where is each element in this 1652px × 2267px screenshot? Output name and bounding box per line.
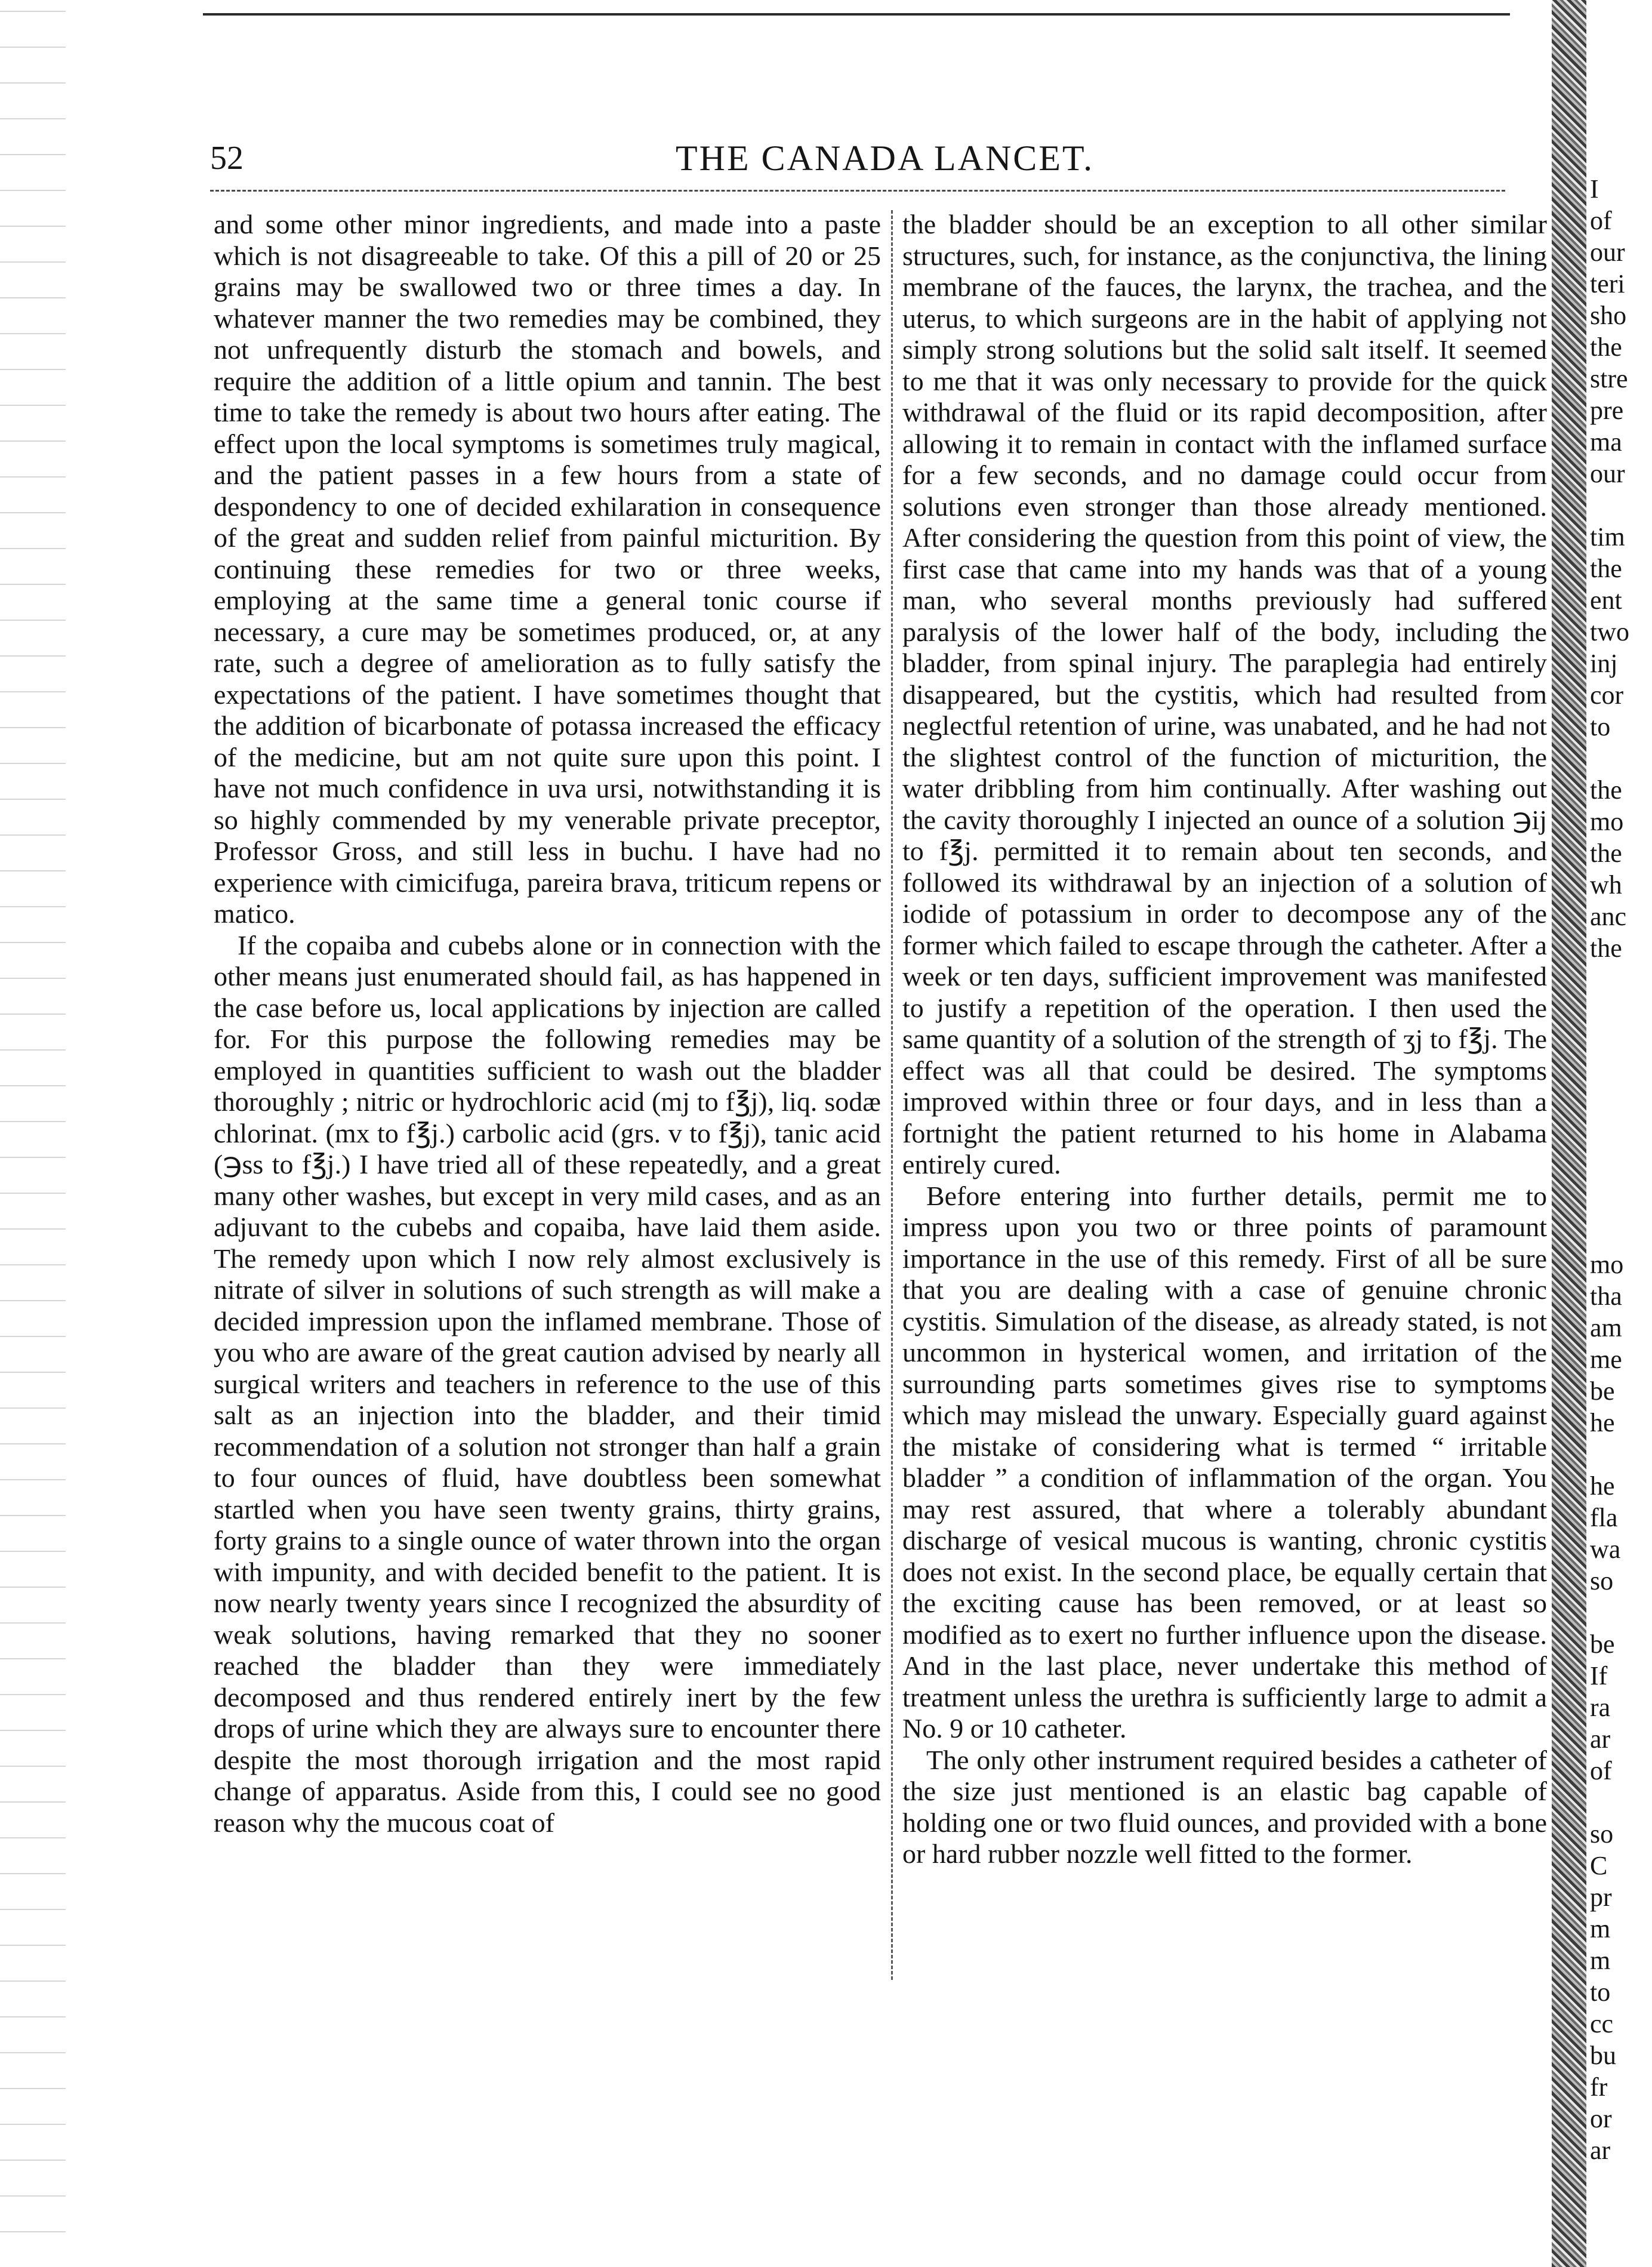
facing-page-fragment [1590,743,1652,774]
facing-page-fragment: anc [1590,902,1627,931]
top-border-rule [203,13,1510,16]
facing-page-fragment: so [1590,1566,1614,1595]
facing-page-fragment: he [1590,1471,1615,1501]
facing-page-fragment: be [1590,1376,1615,1406]
paragraph: Before entering into further details, permit me to impress upon you two or three points of paramount importance in the use of this remedy. First of all be sure that you are dealing with a case of genuine chronic cystitis. Simulation of the disease, as already stated, is not uncommon in hysterical women, and irritation of the surrounding parts sometimes gives rise to symptoms which may mislead the unwary. Especially guard against the mistake of considering what is termed “ irritable bladder ” a condition of inflammation of the organ. You may rest assured, that where a tolerably abundant discharge of vesical mucous is wanting, chronic cystitis does not exist. In the second place, be equally certain that the exciting cause has been removed, or at least so modified as to exert no further influence upon the disease. And in the last place, never undertake this method of treatment unless the urethra is sufficiently large to admit a No. 9 or 10 catheter. [902,1180,1547,1744]
right-text-column [902,209,1547,1870]
facing-page-fragment: If [1590,1661,1608,1690]
facing-page-fragment: ma [1590,427,1622,457]
paragraph: The only other instrument required besides a catheter of the size just mentioned is an elastic bag capable of holding one or two fluid ounces, and provided with a bone or hard rubber nozzle well fitted to the former. [902,1744,1547,1869]
facing-page-fragment [1590,996,1652,1027]
facing-page-fragment [1590,964,1652,996]
facing-page-fragment: tim [1590,522,1625,552]
facing-page-fragment: the [1590,775,1622,805]
facing-page-fragment: of [1590,206,1612,235]
facing-page-fragment: inj [1590,649,1618,678]
facing-page-fragment: wh [1590,870,1622,900]
facing-page-fragment: ent [1590,586,1622,615]
facing-page-fragment: sho [1590,301,1627,330]
facing-page-fragment: to [1590,1978,1611,2007]
page-number: 52 [210,140,244,177]
facing-page-fragment: stre [1590,364,1628,393]
facing-page-fragment [1590,1154,1652,1185]
facing-page-fragment: ra [1590,1693,1611,1722]
facing-page-fragment: be [1590,1630,1615,1659]
facing-page-fragment [1590,1122,1652,1154]
facing-page-fragment [1590,1091,1652,1122]
facing-page-fragment: mo [1590,807,1624,836]
facing-page-fragment [1590,1597,1652,1628]
facing-page-fragment: tha [1590,1282,1622,1311]
facing-page-fragment: or [1590,2104,1612,2133]
facing-page-fragment: me [1590,1345,1622,1374]
facing-page-fragment: m [1590,1914,1611,1943]
facing-page-fragment: bu [1590,2041,1616,2070]
facing-page-fragment: fla [1590,1503,1618,1532]
facing-page-fragment: I [1590,174,1599,204]
facing-page-fragment: pr [1590,1883,1612,1912]
page-header [210,137,1523,185]
facing-page-fragment: two [1590,617,1629,646]
facing-page-fragment [1590,1027,1652,1059]
paragraph: the bladder should be an exception to all other similar structures, such, for instance, as the conjunctiva, the lining membrane of the fauces, the larynx, the trachea, and the uterus, to which surgeons are in the habit of applying not simply strong solutions but the solid salt itself. It seemed to me that it was only necessary to provide for the quick withdrawal of the fluid or its rapid decomposition, after allowing it to remain in contact with the inflamed surface for a few seconds, and no damage could occur from solutions even stronger than those already mentioned. After considering the question from this point of view, the first case that came into my hands was that of a young man, who several months previously had suffered paralysis of the lower half of the body, including the bladder, from spinal injury. The paraplegia had entirely disappeared, but the cystitis, which had resulted from neglectful retention of urine, was unabated, and he had not the slightest control of the function of micturition, the water dribbling from him continually. After washing out the cavity thoroughly I injected an ounce of a solution ℈ij to f℥j. permitted it to remain about ten seconds, and followed its withdrawal by an injection of a solution of iodide of potassium in order to decompose any of the former which failed to escape through the catheter. After a week or ten days, sufficient improvement was manifested to justify a repetition of the operation. I then used the same quantity of a solution of the strength of ʒj to f℥j. The effect was all that could be desired. The symptoms improved within three or four days, and in less than a fortnight the patient returned to his home in Alabama entirely cured. [902,209,1547,1179]
header-divider-rule [210,190,1505,192]
facing-page-fragment [1590,1217,1652,1249]
binding-edge-marks [0,0,66,2267]
facing-page-fragment: m [1590,1946,1611,1975]
facing-page-fragment: ar [1590,1724,1611,1754]
facing-page-fragment: am [1590,1313,1622,1342]
facing-page-fragment: fr [1590,2072,1608,2102]
facing-page-fragment: the [1590,332,1622,362]
facing-page-fragment: our [1590,238,1625,267]
facing-page-fragment: ar [1590,2136,1611,2165]
facing-page-fragment: cc [1590,2009,1614,2038]
left-text-column [214,209,881,1838]
running-title: THE CANADA LANCET. [676,138,1095,178]
facing-page-fragment: our [1590,459,1625,488]
facing-page-fragment: the [1590,934,1622,963]
facing-page-fragment [1590,1185,1652,1217]
facing-page-fragment [1590,1059,1652,1091]
paragraph: and some other minor ingredients, and made into a paste which is not disagreeable to take. Of this a pill of 20 or 25 grains may be swallowed two or three times a day. In whatever manner the two remedies may be combined, they not unfrequently disturb the stomach and bowels, and require the addition of a little opium and tannin. The best time to take the remedy is about two hours after eating. The effect upon the local symptoms is sometimes truly magical, and the patient passes in a few hours from a state of despondency to one of decided exhilaration in consequence of the great and sudden relief from painful micturition. By continuing these remedies for two or three weeks, employing at the same time a general tonic course if necessary, a cure may be sometimes produced, or, at any rate, such a degree of amelioration as to fully satisfy the expectations of the patient. I have sometimes thought that the addition of bicarbonate of potassa increased the efficacy of the medicine, but am not quite sure upon this point. I have not much confidence in uva ursi, notwithstanding it is so highly commended by my venerable private preceptor, Professor Gross, and still less in buchu. I have had no experience with cimicifuga, pareira brava, triticum repens or matico. [214,209,881,929]
facing-page-fragment: cor [1590,680,1624,710]
facing-page-fragment [1590,1787,1652,1818]
facing-page-fragment: so [1590,1819,1614,1849]
facing-page-fragment [1590,1439,1652,1470]
facing-page-fragment: to [1590,712,1611,741]
facing-page-fragment: pre [1590,396,1624,425]
facing-page-fragment: he [1590,1408,1615,1437]
facing-page-fragment: the [1590,554,1622,583]
book-binding-gutter [1552,0,1586,2267]
facing-page-fragment: wa [1590,1535,1621,1564]
facing-page-fragment: teri [1590,269,1625,298]
facing-page-edge-text [1590,173,1652,2166]
facing-page-fragment: mo [1590,1250,1624,1279]
paragraph: If the copaiba and cubebs alone or in connection with the other means just enumerated should fail, as has happened in the case before us, local applications by injection are called for. For this purpose the following remedies may be employed in quantities sufficient to wash out the bladder thoroughly ; nitric or hydrochloric acid (mj to f℥j), liq. sodæ chlorinat. (mx to f℥j.) carbolic acid (grs. v to f℥j), tanic acid (℈ss to f℥j.) I have tried all of these repeatedly, and a great many other washes, but except in very mild cases, and as an adjuvant to the cubebs and copaiba, have laid them aside. The remedy upon which I now rely almost exclusively is nitrate of silver in solutions of such strength as will make a decided impression upon the inflamed membrane. Those of you who are aware of the great caution advised by nearly all surgical writers and teachers in reference to the use of this salt as an injection into the bladder, and their timid recommendation of a solution not stronger than half a grain to four ounces of fluid, have doubtless been somewhat startled when you have seen twenty grains, thirty grains, forty grains to a single ounce of water thrown into the organ with impunity, and with decided benefit to the patient. It is now nearly twenty years since I recognized the absurdity of weak solutions, having remarked that they no sooner reached the bladder than they were immediately decomposed and thus rendered entirely inert by the few drops of urine which they are always sure to encounter there despite the most thorough irrigation and the most rapid change of apparatus. Aside from this, I could see no good reason why the mucous coat of [214,929,881,1838]
facing-page-fragment: the [1590,839,1622,868]
facing-page-fragment: of [1590,1756,1612,1785]
column-divider [891,210,893,1980]
facing-page-fragment [1590,489,1652,521]
facing-page-fragment: C [1590,1851,1608,1880]
